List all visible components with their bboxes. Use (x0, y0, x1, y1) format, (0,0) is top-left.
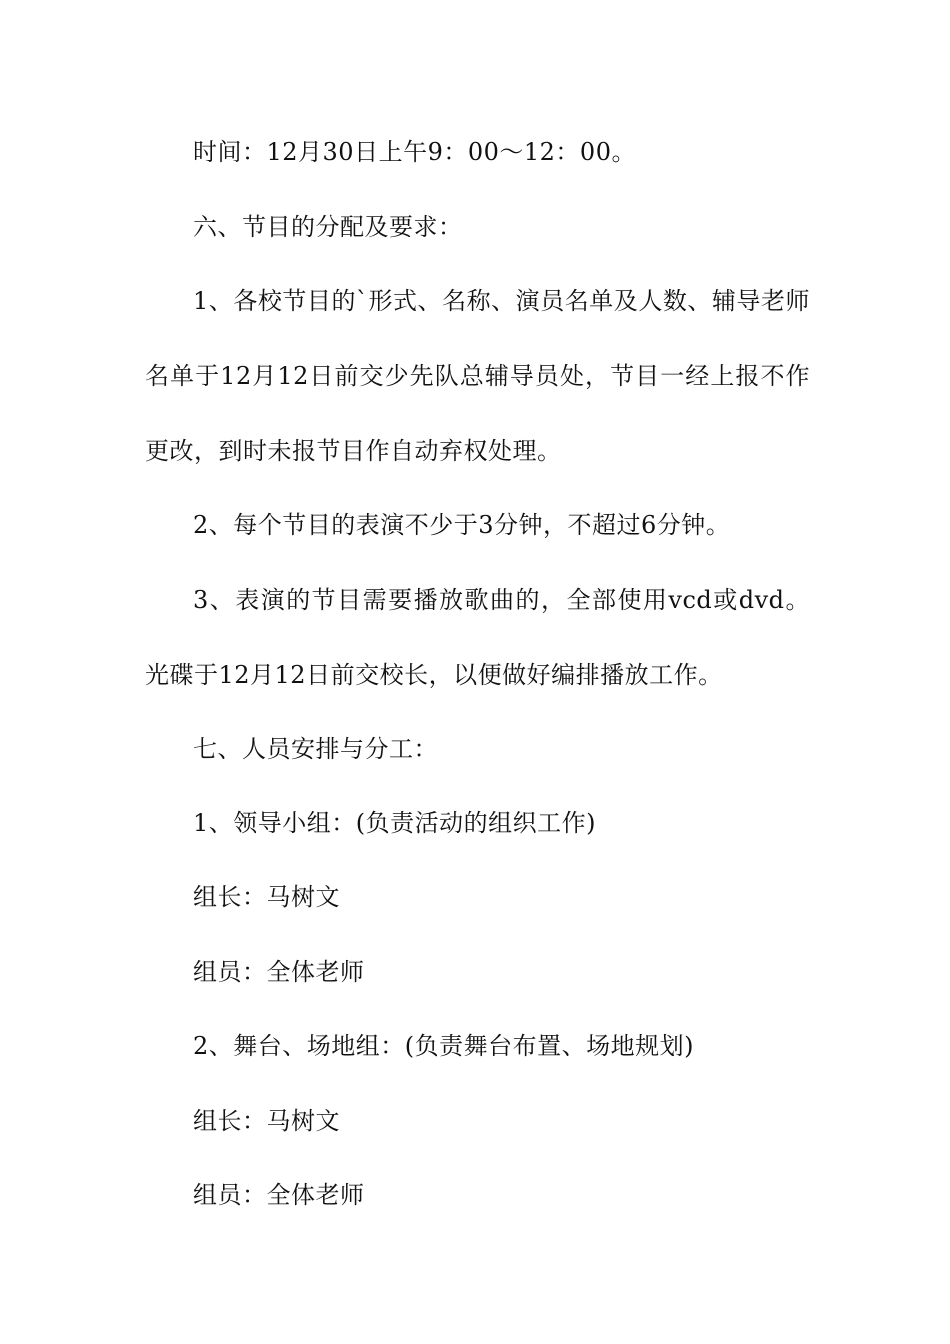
paragraph-leader-1: 组长：马树文 (193, 883, 340, 911)
paragraph-item-2: 2、每个节目的表演不少于3分钟，不超过6分钟。 (193, 511, 731, 539)
paragraph-members-2: 组员：全体老师 (193, 1181, 365, 1209)
paragraph-item-1: 1、各校节目的`形式、名称、演员名单及人数、辅导老师名单于12月12日前交少先队总辅导员处，节目一经上报不作更改，到时未报节目作自动弃权处理。 (145, 287, 810, 465)
paragraph-leadership-group: 1、领导小组：(负责活动的组织工作) (193, 809, 596, 837)
paragraph-time: 时间：12月30日上午9：00～12：00。 (193, 138, 636, 166)
paragraph-item-3: 3、表演的节目需要播放歌曲的，全部使用vcd或dvd。光碟于12月12日前交校长，以便做好编排播放工作。 (145, 586, 810, 689)
paragraph-stage-group: 2、舞台、场地组：(负责舞台布置、场地规划) (193, 1032, 694, 1060)
paragraph-members-1: 组员：全体老师 (193, 958, 365, 986)
paragraph-leader-2: 组长：马树文 (193, 1107, 340, 1135)
heading-section-seven: 七、人员安排与分工： (193, 735, 438, 763)
heading-section-six: 六、节目的分配及要求： (193, 213, 463, 241)
